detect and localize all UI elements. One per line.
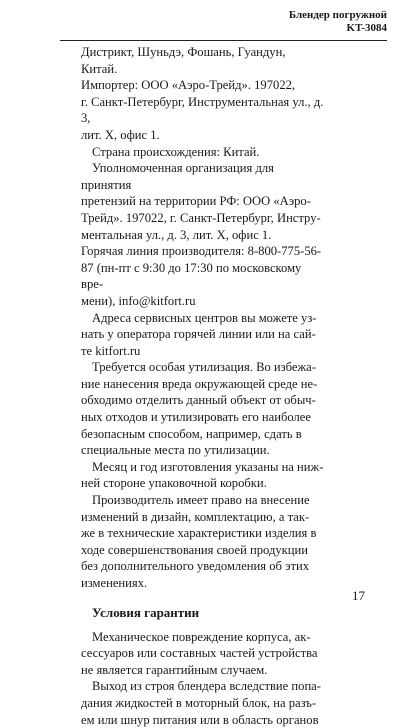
text-line: Уполномоченная организация для принятия xyxy=(81,161,274,192)
text-line: те kitfort.ru xyxy=(81,343,141,358)
warranty-heading: Условия гарантии xyxy=(92,604,200,620)
text-line: ных отходов и утилизировать его наиболее xyxy=(81,410,311,425)
text-line: Импортер: ООО «Аэро-Трейд». 197022, xyxy=(81,78,296,93)
text-line: ментальная ул., д. 3, лит. Х, офис 1. xyxy=(81,227,272,242)
header-rule xyxy=(60,40,387,41)
text-line: Трейд». 197022, г. Санкт-Петербург, Инстру- xyxy=(81,210,321,225)
text-line: не является гарантийным случаем. xyxy=(81,662,268,677)
text-line: специальные места по утилизации. xyxy=(81,443,270,458)
text-line: ем или шнур питания или в область органов xyxy=(81,712,319,727)
text-line: безопасным способом, например, сдать в xyxy=(81,426,302,441)
text-line: Выход из строя блендера вследствие попа- xyxy=(92,679,321,694)
text-line: ней стороне упаковочной коробки. xyxy=(81,476,267,491)
text-line: изменениях. xyxy=(81,576,148,590)
text-line: Дистрикт, Шуньдэ, Фошань, Гуандун, Китай. xyxy=(81,45,286,76)
text-line: ходе совершенствования своей продукции xyxy=(81,542,309,557)
text-line: сессуаров или составных частей устройства xyxy=(81,646,318,661)
text-line: без дополнительного уведомления об этих xyxy=(81,559,310,574)
text-line: Адреса сервисных центров вы можете уз- xyxy=(92,310,317,325)
text-line: лит. Х, офис 1. xyxy=(81,127,160,142)
header-product: Блендер погружной xyxy=(288,9,387,21)
text-line: мени), info@kitfort.ru xyxy=(81,293,196,308)
text-line: Требуется особая утилизация. Во избежа- xyxy=(92,360,316,375)
text-line: Страна происхождения: Китай. xyxy=(92,144,260,159)
text-line: претензий на территории РФ: ООО «Аэро- xyxy=(81,194,311,209)
warranty-text xyxy=(81,629,324,728)
text-line: Механическое повреждение корпуса, ак- xyxy=(92,629,311,644)
text-line: нать у оператора горячей линии или на сай- xyxy=(81,327,316,342)
text-line: обходимо отделить данный объект от обыч- xyxy=(81,393,316,408)
text-line: ние нанесения вреда окружающей среде не- xyxy=(81,376,318,391)
text-line: Месяц и год изготовления указаны на ниж- xyxy=(92,459,324,474)
text-line: Производитель имеет право на внесение xyxy=(92,493,310,508)
text-line: 87 (пн-пт с 9:30 до 17:30 по московскому вре- xyxy=(81,260,302,292)
text-line: дания жидкостей в моторный блок, на разъ- xyxy=(81,695,317,710)
text-line: Горячая линия производителя: 8-800-775-56- xyxy=(81,244,322,259)
text-line: г. Санкт-Петербург, Инструментальная ул., д. 3, xyxy=(81,94,324,126)
page-header xyxy=(289,9,387,35)
header-model: KT-3084 xyxy=(346,22,387,34)
page-number: 17 xyxy=(352,588,365,603)
text-line: же в технические характеристики изделия в xyxy=(81,526,317,541)
page-content xyxy=(81,44,324,728)
body-text xyxy=(81,44,324,592)
text-line: изменений в дизайн, комплектацию, а так- xyxy=(81,509,310,524)
